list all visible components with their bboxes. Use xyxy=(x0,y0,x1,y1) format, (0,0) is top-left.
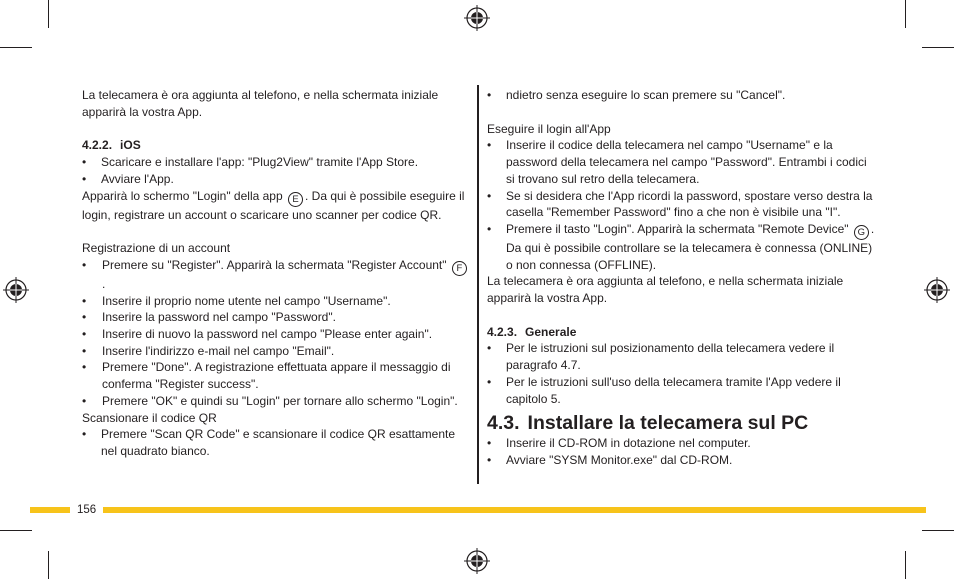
list-item: • Inserire di nuovo la password nel campo "Please enter again". xyxy=(82,326,470,343)
section-title: iOS xyxy=(120,138,141,153)
letter-g-icon: G xyxy=(854,225,869,240)
list-item: • Per le istruzioni sul posizionamento della telecamera vedere il paragrafo 4.7. xyxy=(487,340,875,373)
scan-steps-list xyxy=(82,426,470,459)
chapter-heading xyxy=(487,411,875,435)
registration-target-icon xyxy=(3,277,29,303)
section-heading-generale xyxy=(487,324,875,341)
list-item: • Avviare l'App. xyxy=(82,171,470,188)
pc-install-list xyxy=(487,435,875,468)
left-column xyxy=(82,87,470,460)
intro-paragraph: La telecamera è ora aggiunta al telefono, e nella schermata iniziale apparirà la vostra App. xyxy=(82,88,439,119)
list-item: • Inserire il codice della telecamera nel campo "Username" e la password della telecamera nel campo "Password". Entrambi i codici si trovano sul retro della telecamera. xyxy=(487,137,875,187)
login-heading: Eseguire il login all'App xyxy=(487,121,611,136)
column-divider xyxy=(477,85,479,484)
list-item: • Inserire l'indirizzo e-mail nel campo "Email". xyxy=(82,343,470,360)
crop-mark xyxy=(48,0,49,28)
scan-heading: Scansionare il codice QR xyxy=(82,410,217,425)
list-item: • Se si desidera che l'App ricordi la password, spostare verso destra la casella "Remember Password" fino a che non è visibile una "I". xyxy=(487,188,875,221)
page-number: 156 xyxy=(77,504,97,516)
list-item: • ndietro senza eseguire lo scan premere su "Cancel". xyxy=(487,87,875,104)
login-paragraph xyxy=(82,188,470,224)
list-item: • Inserire il CD-ROM in dotazione nel computer. xyxy=(487,435,875,452)
registration-steps-list xyxy=(82,257,470,410)
crop-mark xyxy=(905,551,906,579)
text-run: . xyxy=(102,276,106,291)
crop-mark xyxy=(0,530,32,531)
continued-list xyxy=(487,87,875,104)
general-list xyxy=(487,340,875,407)
text-run: Premere il tasto "Login". Apparirà la schermata "Remote Device" xyxy=(506,221,849,236)
crop-mark xyxy=(922,47,954,48)
registration-target-icon xyxy=(464,5,490,31)
section-number: 4.2.2. xyxy=(82,138,113,153)
list-item: • Inserire la password nel campo "Password". xyxy=(82,309,470,326)
crop-mark xyxy=(905,0,906,28)
list-item: • Premere "Scan QR Code" e scansionare il codice QR esattamente nel quadrato bianco. xyxy=(82,426,470,459)
section-number: 4.2.3. xyxy=(487,324,518,339)
text-run: Premere su "Register". Apparirà la schermata "Register Account" xyxy=(102,257,447,272)
list-item: • Premere "OK" e quindi su "Login" per tornare allo schermo "Login". xyxy=(82,393,470,410)
list-item: • Scaricare e installare l'app: "Plug2View" tramite l'App Store. xyxy=(82,154,470,171)
list-item: • Inserire il proprio nome utente nel campo "Username". xyxy=(82,293,470,310)
crop-mark xyxy=(48,551,49,579)
text-run: . Da qui è possibile eseguire il login, registrare un account o scaricare uno scanner per codice QR. xyxy=(82,188,465,222)
registration-heading: Registrazione di un account xyxy=(82,241,231,256)
crop-mark xyxy=(0,47,32,48)
chapter-title: Installare la telecamera sul PC xyxy=(527,412,809,435)
login-steps-list xyxy=(487,137,875,273)
crop-mark xyxy=(922,530,954,531)
section-title: Generale xyxy=(525,324,577,339)
footer-bar-left xyxy=(30,507,70,513)
list-item: • Per le istruzioni sull'uso della telecamera tramite l'App vedere il capitolo 5. xyxy=(487,374,875,407)
footer-bar-right xyxy=(103,507,926,513)
text-run: . Da qui è possibile controllare se la telecamera è connessa (ONLINE) o non connessa (OFFLINE). xyxy=(506,221,875,272)
letter-e-icon: E xyxy=(288,192,303,207)
chapter-number: 4.3. xyxy=(487,412,520,435)
letter-f-icon: F xyxy=(452,261,467,276)
outro-paragraph: La telecamera è ora aggiunta al telefono, e nella schermata iniziale apparirà la vostra App. xyxy=(487,274,844,306)
registration-target-icon xyxy=(924,277,950,303)
right-column xyxy=(487,87,875,469)
list-item: • Premere "Done". A registrazione effettuata appare il messaggio di conferma "Register success". xyxy=(82,359,470,392)
list-item xyxy=(82,257,470,293)
list-item xyxy=(487,221,875,273)
text-run: Apparirà lo schermo "Login" della app xyxy=(82,188,283,203)
section-heading-ios xyxy=(82,137,470,154)
ios-steps-list xyxy=(82,154,470,187)
registration-target-icon xyxy=(464,548,490,574)
list-item: • Avviare "SYSM Monitor.exe" dal CD-ROM. xyxy=(487,452,875,469)
